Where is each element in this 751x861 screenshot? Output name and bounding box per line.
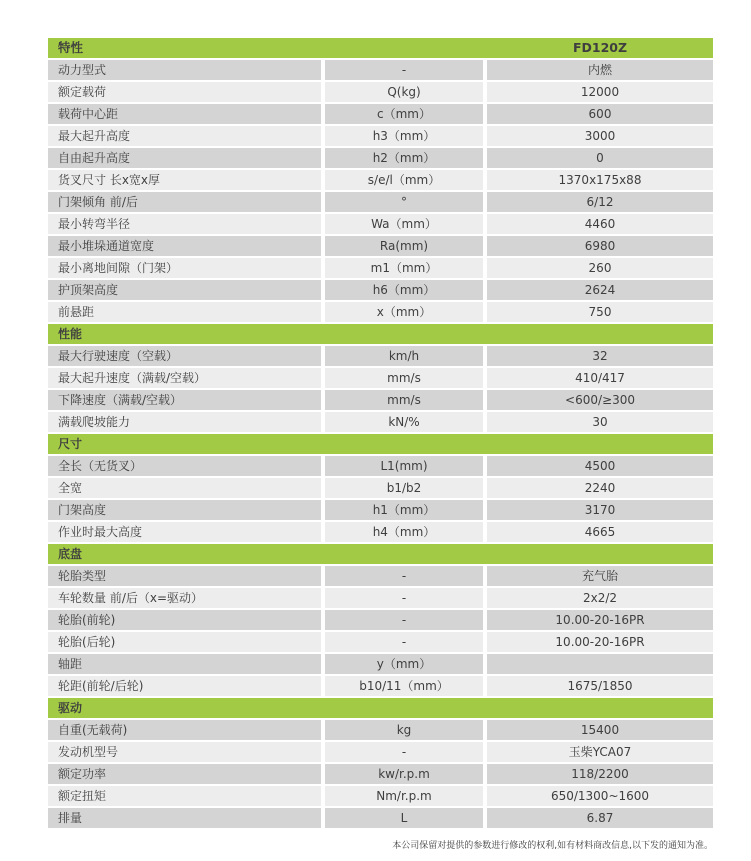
spec-unit: km/h [325, 346, 483, 366]
spec-unit: kw/r.p.m [325, 764, 483, 784]
spec-value: 30 [487, 412, 713, 432]
spec-label: 全长（无货叉） [48, 456, 321, 476]
spec-unit: h1（mm） [325, 500, 483, 520]
spec-value: 32 [487, 346, 713, 366]
section-header-row [48, 698, 713, 718]
footer-disclaimer: 本公司保留对提供的参数进行修改的权利,如有材料商改信息,以下发的通知为准。 [392, 841, 713, 851]
spec-row [48, 588, 713, 608]
spec-row [48, 82, 713, 102]
spec-value: 2x2/2 [487, 588, 713, 608]
spec-unit: h2（mm） [325, 148, 483, 168]
spec-label: 满载爬坡能力 [48, 412, 321, 432]
spec-value: 750 [487, 302, 713, 322]
spec-row [48, 236, 713, 256]
spec-unit: c（mm） [325, 104, 483, 124]
spec-unit: mm/s [325, 368, 483, 388]
spec-unit: - [325, 566, 483, 586]
spec-label: 动力型式 [48, 60, 321, 80]
spec-row [48, 214, 713, 234]
spec-unit: - [325, 632, 483, 652]
section-title: 底盘 [58, 547, 83, 561]
spec-row [48, 456, 713, 476]
spec-label: 轮胎(前轮) [48, 610, 321, 630]
spec-unit: mm/s [325, 390, 483, 410]
spec-label: 载荷中心距 [48, 104, 321, 124]
spec-value: 260 [487, 258, 713, 278]
spec-row [48, 302, 713, 322]
spec-row [48, 126, 713, 146]
section-title: 尺寸 [58, 437, 83, 451]
spec-row [48, 742, 713, 762]
spec-label: 轮胎(后轮) [48, 632, 321, 652]
section-title: 驱动 [58, 701, 83, 715]
spec-label: 全宽 [48, 478, 321, 498]
spec-row [48, 610, 713, 630]
spec-unit: y（mm） [325, 654, 483, 674]
spec-value: 1370x175x88 [487, 170, 713, 190]
spec-value: 3000 [487, 126, 713, 146]
spec-label: 作业时最大高度 [48, 522, 321, 542]
spec-row [48, 412, 713, 432]
header-feature-label: 特性 [58, 40, 84, 55]
spec-label: 车轮数量 前/后（x=驱动） [48, 588, 321, 608]
spec-label: 轮胎类型 [48, 566, 321, 586]
spec-label: 发动机型号 [48, 742, 321, 762]
spec-label: 最大起升速度（满载/空载） [48, 368, 321, 388]
spec-label: 轴距 [48, 654, 321, 674]
spec-label: 额定功率 [48, 764, 321, 784]
spec-unit: L [325, 808, 483, 828]
spec-unit: m1（mm） [325, 258, 483, 278]
spec-value: 1675/1850 [487, 676, 713, 696]
spec-unit: x（mm） [325, 302, 483, 322]
spec-label: 最小转弯半径 [48, 214, 321, 234]
spec-value [487, 654, 713, 674]
spec-unit: kN/% [325, 412, 483, 432]
spec-row [48, 368, 713, 388]
spec-value: 4665 [487, 522, 713, 542]
spec-unit: - [325, 610, 483, 630]
spec-label: 护顶架高度 [48, 280, 321, 300]
spec-table [48, 38, 713, 830]
spec-value: 10.00-20-16PR [487, 610, 713, 630]
spec-value: 118/2200 [487, 764, 713, 784]
spec-unit: Q(kg) [325, 82, 483, 102]
spec-unit: b1/b2 [325, 478, 483, 498]
spec-label: 最大起升高度 [48, 126, 321, 146]
spec-unit: L1(mm) [325, 456, 483, 476]
spec-unit: b10/11（mm） [325, 676, 483, 696]
spec-unit: - [325, 742, 483, 762]
spec-label: 最大行驶速度（空载） [48, 346, 321, 366]
spec-value: 4460 [487, 214, 713, 234]
spec-unit: s/e/l（mm） [325, 170, 483, 190]
spec-value: 2240 [487, 478, 713, 498]
spec-value: 4500 [487, 456, 713, 476]
spec-label: 额定扭矩 [48, 786, 321, 806]
header-model-name: FD120Z [572, 40, 628, 55]
spec-value: 2624 [487, 280, 713, 300]
spec-label: 排量 [48, 808, 321, 828]
spec-label: 下降速度（满载/空载） [48, 390, 321, 410]
spec-row [48, 566, 713, 586]
spec-row [48, 258, 713, 278]
spec-value: 600 [487, 104, 713, 124]
table-header-row [48, 38, 713, 58]
spec-row [48, 478, 713, 498]
spec-unit: ° [325, 192, 483, 212]
spec-unit: - [325, 60, 483, 80]
spec-value: 充气胎 [487, 566, 713, 586]
spec-label: 自重(无载荷) [48, 720, 321, 740]
spec-label: 轮距(前轮/后轮) [48, 676, 321, 696]
spec-label: 前悬距 [48, 302, 321, 322]
spec-value: 6/12 [487, 192, 713, 212]
spec-row [48, 654, 713, 674]
section-header-row [48, 434, 713, 454]
spec-label: 最小离地间隙（门架） [48, 258, 321, 278]
spec-row [48, 808, 713, 828]
spec-unit: h4（mm） [325, 522, 483, 542]
spec-label: 自由起升高度 [48, 148, 321, 168]
section-title: 性能 [58, 327, 83, 341]
spec-value: 玉柴YCA07 [487, 742, 713, 762]
spec-row [48, 522, 713, 542]
spec-value: 15400 [487, 720, 713, 740]
spec-value: <600/≥300 [487, 390, 713, 410]
spec-value: 410/417 [487, 368, 713, 388]
spec-row [48, 390, 713, 410]
spec-value: 12000 [487, 82, 713, 102]
spec-unit: h3（mm） [325, 126, 483, 146]
spec-unit: - [325, 588, 483, 608]
spec-label: 额定载荷 [48, 82, 321, 102]
spec-row [48, 676, 713, 696]
section-header-row [48, 324, 713, 344]
spec-unit: kg [325, 720, 483, 740]
spec-row [48, 148, 713, 168]
spec-row [48, 632, 713, 652]
spec-value: 0 [487, 148, 713, 168]
spec-row [48, 280, 713, 300]
spec-row [48, 346, 713, 366]
spec-unit: Wa（mm） [325, 214, 483, 234]
section-header-row [48, 544, 713, 564]
spec-label: 门架高度 [48, 500, 321, 520]
spec-row [48, 786, 713, 806]
spec-label: 货叉尺寸 长x宽x厚 [48, 170, 321, 190]
spec-value: 10.00-20-16PR [487, 632, 713, 652]
spec-row [48, 500, 713, 520]
spec-value: 6.87 [487, 808, 713, 828]
spec-value: 6980 [487, 236, 713, 256]
spec-label: 最小堆垛通道宽度 [48, 236, 321, 256]
header-unit-spacer [325, 38, 483, 58]
spec-label: 门架倾角 前/后 [48, 192, 321, 212]
spec-row [48, 104, 713, 124]
spec-row [48, 60, 713, 80]
spec-unit: h6（mm） [325, 280, 483, 300]
table-body [48, 60, 713, 828]
spec-row [48, 764, 713, 784]
spec-value: 内燃 [487, 60, 713, 80]
spec-value: 650/1300~1600 [487, 786, 713, 806]
spec-unit: Ra(mm) [325, 236, 483, 256]
spec-row [48, 192, 713, 212]
spec-unit: Nm/r.p.m [325, 786, 483, 806]
spec-value: 3170 [487, 500, 713, 520]
spec-row [48, 720, 713, 740]
spec-row [48, 170, 713, 190]
